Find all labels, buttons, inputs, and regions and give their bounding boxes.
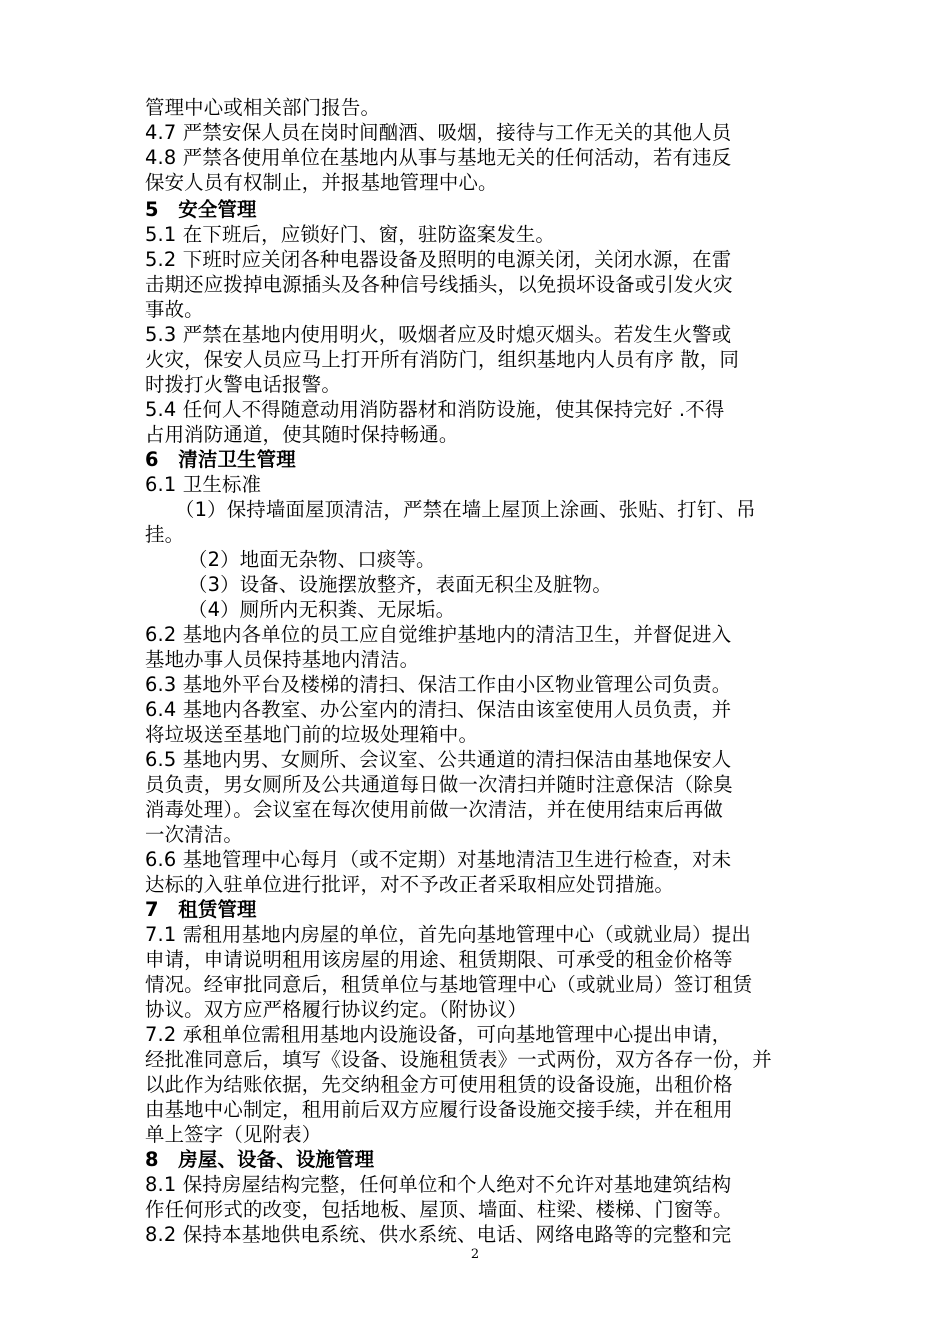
text-line: 占用消防通道，使其随时保持畅通。 [145, 423, 459, 446]
text-line: 管理中心或相关部门报告。 [145, 96, 381, 119]
text-line: 经批准同意后，填写《设备、设施租赁表》一式两份，双方各存一份，并 [145, 1048, 772, 1071]
text-line: 6.1 卫生标准 [145, 473, 262, 496]
page-number: 2 [470, 1247, 480, 1262]
text-line: 8.2 保持本基地供电系统、供水系统、电话、网络电路等的完整和完 [145, 1223, 732, 1246]
text-line: 由基地中心制定，租用前后双方应履行设备设施交接手续，并在租用 [145, 1098, 733, 1121]
text-line: 4.8 严禁各使用单位在基地内从事与基地无关的任何活动，若有违反 [145, 146, 732, 169]
section-heading: 6 清洁卫生管理 [145, 448, 296, 471]
list-item: （3）设备、设施摆放整齐，表面无积尘及脏物。 [188, 573, 612, 596]
text-line: 消毒处理）。会议室在每次使用前做一次清洁，并在使用结束后再做 [145, 798, 724, 821]
text-line: 基地办事人员保持基地内清洁。 [145, 648, 420, 671]
text-line: 时拨打火警电话报警。 [145, 373, 341, 396]
text-line: 击期还应拨掉电源插头及各种信号线插头，以免损坏设备或引发火灾 [145, 273, 733, 296]
list-item: （1）保持墙面屋顶清洁，严禁在墙上屋顶上涂画、张贴、打钉、吊 [175, 498, 756, 521]
text-line: 挂。 [145, 523, 185, 546]
text-line: 6.2 基地内各单位的员工应自觉维护基地内的清洁卫生，并督促进入 [145, 623, 732, 646]
text-line: 5.3 严禁在基地内使用明火，吸烟者应及时熄灭烟头。若发生火警或 [145, 323, 732, 346]
section-heading: 8 房屋、设备、设施管理 [145, 1148, 375, 1171]
section-heading: 5 安全管理 [145, 198, 257, 221]
text-line: 申请，申请说明租用该房屋的用途、租赁期限、可承受的租金价格等 [145, 948, 733, 971]
text-line: 以此作为结账依据，先交纳租金方可使用租赁的设备设施，出租价格 [145, 1073, 733, 1096]
text-line: 4.7 严禁安保人员在岗时间酗酒、吸烟，接待与工作无关的其他人员 [145, 121, 732, 144]
text-line: 员负责，男女厕所及公共通道每日做一次清扫并随时注意保洁（除臭 [145, 773, 733, 796]
text-line: 7.1 需租用基地内房屋的单位，首先向基地管理中心（或就业局）提出 [145, 923, 751, 946]
text-line: 保安人员有权制止，并报基地管理中心。 [145, 171, 498, 194]
text-line: 达标的入驻单位进行批评，对不予改正者采取相应处罚措施。 [145, 873, 674, 896]
list-item: （4）厕所内无积粪、无尿垢。 [188, 598, 456, 621]
text-line: 火灾，保安人员应马上打开所有消防门，组织基地内人员有序 散，同 [145, 348, 740, 371]
text-line: 6.3 基地外平台及楼梯的清扫、保洁工作由小区物业管理公司负责。 [145, 673, 732, 696]
text-line: 作任何形式的改变，包括地板、屋顶、墙面、柱梁、楼梯、门窗等。 [145, 1198, 733, 1221]
text-line: 一次清洁。 [145, 823, 243, 846]
text-line: 事故。 [145, 298, 204, 321]
text-line: 情况。经审批同意后，租赁单位与基地管理中心（或就业局）签订租赁 [145, 973, 753, 996]
text-line: 将垃圾送至基地门前的垃圾处理箱中。 [145, 723, 479, 746]
text-line: 6.5 基地内男、女厕所、会议室、公共通道的清扫保洁由基地保安人 [145, 748, 732, 771]
text-line: 5.4 任何人不得随意动用消防器材和消防设施，使其保持完好 .不得 [145, 398, 725, 421]
text-line: 7.2 承租单位需租用基地内设施设备，可向基地管理中心提出申请， [145, 1023, 732, 1046]
text-line: 5.1 在下班后，应锁好门、窗，驻防盗案发生。 [145, 223, 556, 246]
text-line: 6.4 基地内各教室、办公室内的清扫、保洁由该室使用人员负责，并 [145, 698, 732, 721]
list-item: （2）地面无杂物、口痰等。 [188, 548, 436, 571]
text-line: 协议。双方应严格履行协议约定。（附协议） [145, 998, 528, 1021]
section-heading: 7 租赁管理 [145, 898, 257, 921]
text-line: 6.6 基地管理中心每月（或不定期）对基地清洁卫生进行检查，对未 [145, 848, 732, 871]
text-line: 单上签字（见附表） [145, 1123, 322, 1146]
text-line: 8.1 保持房屋结构完整，任何单位和个人绝对不允许对基地建筑结构 [145, 1173, 732, 1196]
text-line: 5.2 下班时应关闭各种电器设备及照明的电源关闭，关闭水源，在雷 [145, 248, 732, 271]
